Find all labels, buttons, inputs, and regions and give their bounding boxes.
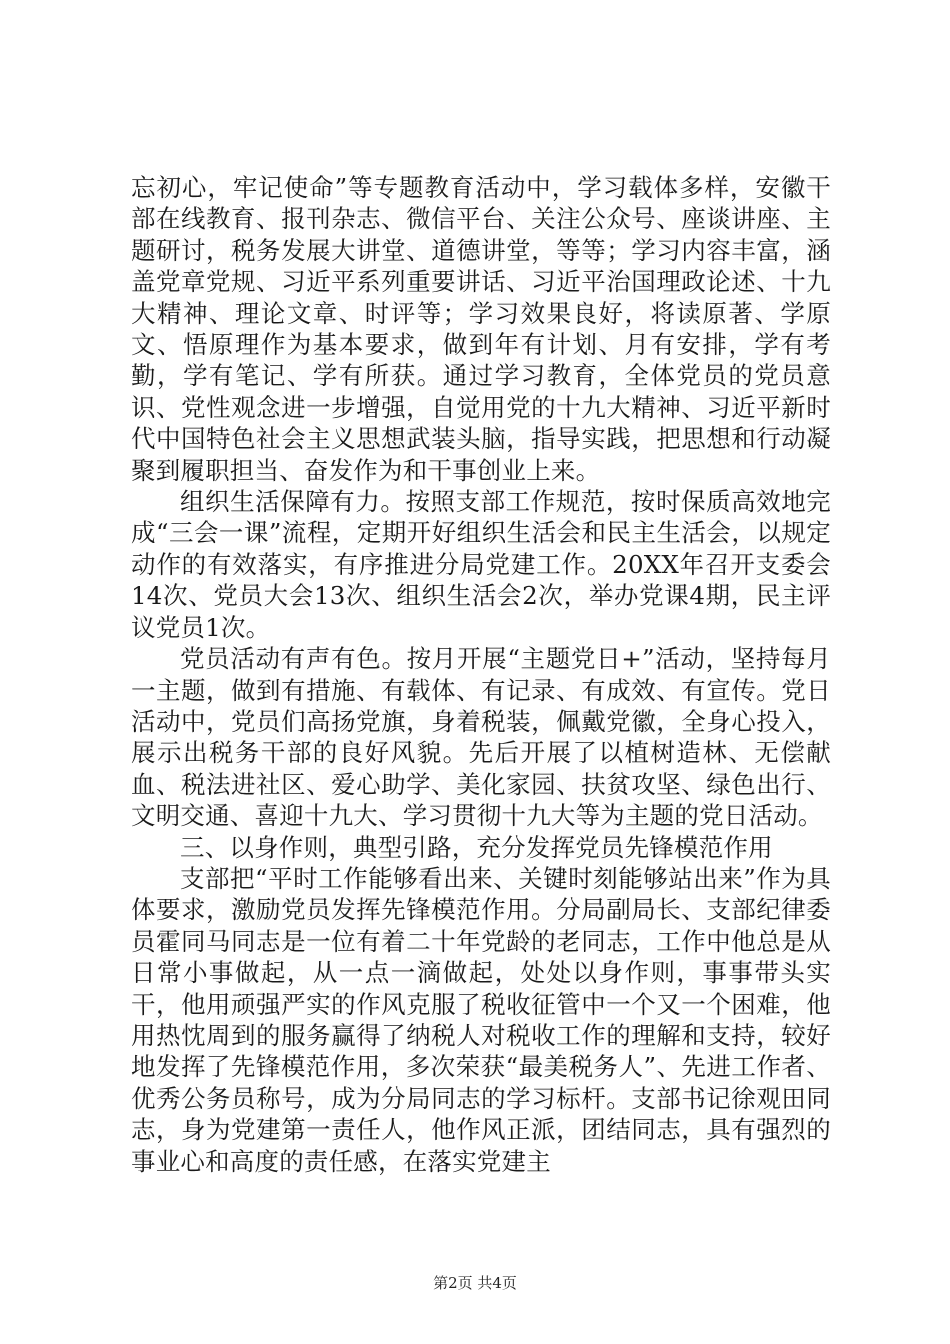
section-heading: 三、以身作则，典型引路，充分发挥党员先锋模范作用: [180, 832, 773, 862]
paragraph-1: 忘初心，牢记使命”等专题教育活动中，学习载体多样，安徽干部在线教育、报刊杂志、微信平台、关注公众号、座谈讲座、主题研讨，税务发展大讲堂、道德讲堂，等等；学习内容丰富，涵盖党章党规、习近平系列重要讲话、习近平治国理政论述、十九大精神、理论文章、时评等；学习效果良好，将读原著、学原文、悟原理作为基本要求，做到年有计划、月有安排，学有考勤，学有笔记、学有所获。通过学习教育，全体党员的党员意识、党性观念进一步增强，自觉用党的十九大精神、习近平新时代中国特色社会主义思想武装头脑，指导实践，把思想和行动凝聚到履职担当、奋发作为和干事创业上来。: [131, 173, 831, 485]
document-body: [131, 172, 831, 1177]
paragraph-3: 党员活动有声有色。按月开展“主题党日+”活动，坚持每月一主题，做到有措施、有载体、有记录、有成效、有宣传。党日活动中，党员们高扬党旗，身着税装，佩戴党徽，全身心投入，展示出税务干部的良好风貌。先后开展了以植树造林、无偿献血、税法进社区、爱心助学、美化家园、扶贫攻坚、绿色出行、文明交通、喜迎十九大、学习贯彻十九大等为主题的党日活动。: [131, 644, 831, 831]
page-number-footer: 第2页 共4页: [433, 1274, 517, 1292]
paragraph-4: 支部把“平时工作能够看出来、关键时刻能够站出来”作为具体要求，激励党员发挥先锋模范作用。分局副局长、支部纪律委员霍同马同志是一位有着二十年党龄的老同志，工作中他总是从日常小事做起，从一点一滴做起，处处以身作则，事事带头实干，他用顽强严实的作风克服了税收征管中一个又一个困难，他用热忱周到的服务赢得了纳税人对税收工作的理解和支持，较好地发挥了先锋模范作用，多次荣获“最美税务人”、先进工作者、优秀公务员称号，成为分局同志的学习标杆。支部书记徐观田同志，身为党建第一责任人，他作风正派，团结同志，具有强烈的事业心和高度的责任感，在落实党建主: [131, 863, 831, 1176]
paragraph-2: 组织生活保障有力。按照支部工作规范，按时保质高效地完成“三会一课”流程，定期开好组织生活会和民主生活会，以规定动作的有效落实，有序推进分局党建工作。20XX年召开支委会14次、党员大会13次、组织生活会2次，举办党课4期，民主评议党员1次。: [131, 487, 831, 642]
